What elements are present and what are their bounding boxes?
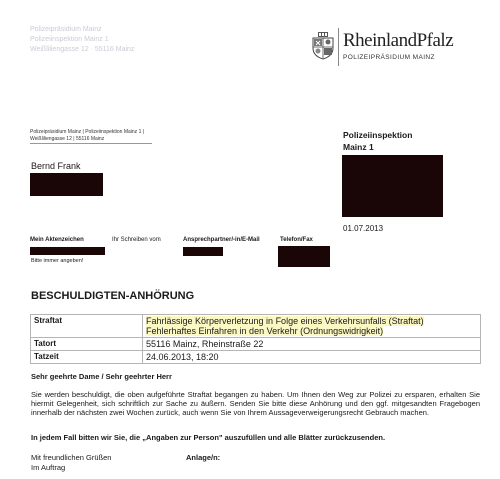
tatzeit-label: Tatzeit — [31, 351, 143, 364]
ref-header-ihr-schreiben: Ihr Schreiben vom — [112, 237, 161, 243]
redacted-telefon — [278, 246, 330, 267]
straftat-line-1: Fahrlässige Körperverletzung in Folge eines Verkehrsunfalls (Straftat) — [146, 316, 424, 326]
table-row — [31, 351, 481, 364]
recipient-name: Bernd Frank — [31, 161, 81, 171]
ref-note: Bitte immer angeben! — [31, 258, 84, 264]
logo-divider — [338, 28, 339, 66]
redacted-aktenzeichen — [30, 247, 105, 255]
document-title: BESCHULDIGTEN-ANHÖRUNG — [31, 290, 195, 302]
office-unit: Mainz 1 — [343, 142, 374, 152]
straftat-value — [143, 315, 481, 338]
faint-header-1: Polizeipräsidium Mainz — [30, 26, 102, 33]
case-details-table — [30, 314, 481, 364]
office-name: Polizeiinspektion — [343, 130, 413, 140]
faint-header-3: Weißliliengasse 12 · 55116 Mainz — [30, 46, 135, 53]
tatort-label: Tatort — [31, 338, 143, 351]
table-row — [31, 315, 481, 338]
table-row — [31, 338, 481, 351]
tatzeit-value: 24.06.2013, 18:20 — [143, 351, 481, 364]
closing-im-auftrag: Im Auftrag — [31, 463, 66, 472]
ref-header-aktenzeichen: Mein Aktenzeichen — [30, 237, 84, 243]
closing-greeting: Mit freundlichen Grüßen — [31, 453, 112, 462]
instruction-text: In jedem Fall bitten wir Sie, die „Angaben zur Person" auszufüllen und alle Blätter zurückzusenden. — [31, 433, 386, 442]
brand-title: RheinlandPfalz — [343, 30, 454, 51]
faint-header-2: Polizeiinspektion Mainz 1 — [30, 36, 109, 43]
redacted-ansprechpartner — [183, 247, 223, 256]
sender-line-1: Polizeipräsidium Mainz | Polizeiinspektion Mainz 1 | — [30, 129, 145, 135]
straftat-label: Straftat — [31, 315, 143, 338]
body-paragraph: Sie werden beschuldigt, die oben aufgeführte Straftat begangen zu haben. Um Ihnen den Weg zur Polizei zu ersparen, erhalten Sie hiermit Gelegenheit, sich schriftlich zur Sache zu äußern. Senden Sie bitte diese Anhörung und den ggf. mitgesandten Fragebogen innerhalb der nächsten zwei Wochen zurück, auch wenn Sie von Ihrem Aussageverweigerungsrecht Gebrauch machen. — [31, 390, 480, 417]
letter-date: 01.07.2013 — [343, 224, 384, 233]
coat-of-arms-logo — [311, 32, 335, 60]
sender-line-2: Weißliliengasse 12 | 55116 Mainz — [30, 136, 105, 142]
straftat-line-2: Fehlerhaftes Einfahren in den Verkehr (Ordnungswidrigkeit) — [146, 326, 384, 336]
redacted-contact-block — [342, 155, 443, 217]
anlagen-label: Anlage/n: — [186, 453, 221, 462]
ref-header-ansprechpartner: Ansprechpartner/-in/E-Mail — [183, 237, 260, 243]
ref-header-telefon: Telefon/Fax — [280, 237, 313, 243]
brand-subtitle: POLIZEIPRÄSIDIUM MAINZ — [343, 54, 435, 61]
salutation: Sehr geehrte Dame / Sehr geehrter Herr — [31, 372, 172, 381]
tatort-value: 55116 Mainz, Rheinstraße 22 — [143, 338, 481, 351]
redacted-address — [30, 173, 103, 196]
sender-underline — [30, 143, 152, 144]
